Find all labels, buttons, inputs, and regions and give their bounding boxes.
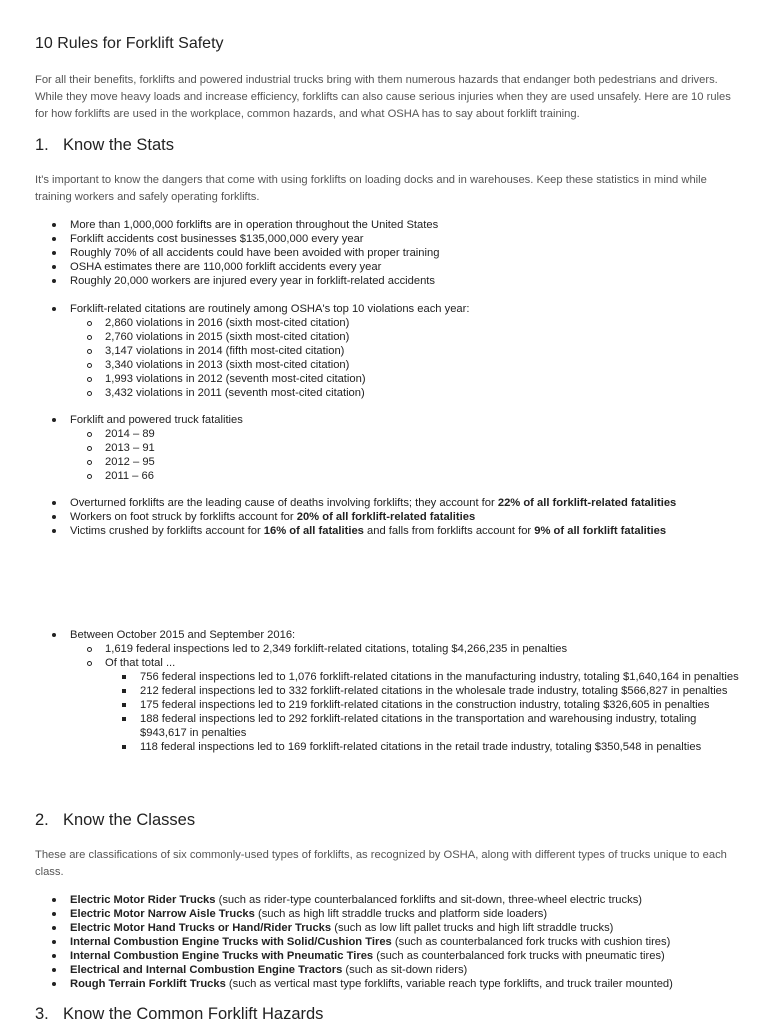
class-name: Electrical and Internal Combustion Engine Tractors [70,964,343,976]
list-item: Roughly 70% of all accidents could have been avoided with proper training [52,246,742,260]
cause-emphasis: 16% of all fatalities [263,525,364,537]
list-item [52,302,742,400]
list-item: 1,619 federal inspections led to 2,349 forklift-related citations, totaling $4,266,235 in penalties [87,642,742,656]
section-number: 3. [35,1005,49,1023]
section-1-paragraph: It's important to know the dangers that come with using forklifts on loading docks and in warehouses. Keep these statistics in mind while training workers and safely operating forklifts. [35,174,707,203]
fatalities-sublist [70,427,742,483]
class-desc: (such as low lift pallet trucks and high lift straddle trucks) [331,922,614,934]
citations-intro: Forklift-related citations are routinely among OSHA's top 10 violations each year: [70,303,470,315]
list-item [87,656,742,754]
page-title: 10 Rules for Forklift Safety [35,35,224,52]
class-desc: (such as vertical mast type forklifts, variable reach type forklifts, and truck trailer mounted) [225,978,673,990]
section-title: Know the Common Forklift Hazards [63,1005,324,1023]
cause-emphasis: 22% of all forklift-related fatalities [497,497,677,509]
cause-emphasis: 9% of all forklift fatalities [534,525,667,537]
list-item: 118 federal inspections led to 169 forklift-related citations in the retail trade industry, totaling $350,548 in penalties [122,740,742,754]
class-name: Electric Motor Hand Trucks or Hand/Rider Trucks [70,922,332,934]
list-item: 2014 – 89 [87,427,742,441]
list-item: More than 1,000,000 forklifts are in operation throughout the United States [52,218,742,232]
list-item [52,893,742,907]
list-item: 3,432 violations in 2011 (seventh most-cited citation) [87,386,742,400]
list-item: 212 federal inspections led to 332 forklift-related citations in the wholesale trade industry, totaling $566,827 in penalties [122,684,742,698]
list-item: 756 federal inspections led to 1,076 forklift-related citations in the manufacturing industry, totaling $1,640,164 in penalties [122,670,742,684]
list-item [52,935,742,949]
causes-list [52,496,742,538]
list-item [52,510,742,524]
stats-list [52,218,742,288]
list-item: 2,760 violations in 2015 (sixth most-cited citation) [87,330,742,344]
cause-text: and falls from forklifts account for [363,525,535,537]
list-item: 3,147 violations in 2014 (fifth most-cited citation) [87,344,742,358]
list-item: Forklift accidents cost businesses $135,000,000 every year [52,232,742,246]
class-desc: (such as rider-type counterbalanced forklifts and sit-down, three-wheel electric trucks) [215,894,643,906]
list-item [52,977,742,991]
class-desc: (such as sit-down riders) [342,964,468,976]
period-of-that: Of that total ... [105,657,176,669]
cause-text: Overturned forklifts are the leading cause of deaths involving forklifts; they account for [70,497,498,509]
list-item [52,921,742,935]
section-3-heading [35,1005,323,1024]
class-desc: (such as high lift straddle trucks and platform side loaders) [254,908,548,920]
intro-paragraph: For all their benefits, forklifts and powered industrial trucks bring with them numerous hazards that endanger both pedestrians and drivers. While they move heavy loads and increase efficiency, forklifts can also cause serious injuries when they are used unsafely. Here are 10 rules for how forklifts are used in the workplace, common hazards, and what OSHA has to say about forklift training. [35,74,731,120]
class-name: Electric Motor Rider Trucks [70,894,216,906]
cause-text: Workers on foot struck by forklifts account for [70,511,297,523]
classes-list [52,893,742,991]
class-name: Electric Motor Narrow Aisle Trucks [70,908,255,920]
fatalities-intro: Forklift and powered truck fatalities [70,414,243,426]
list-item: 188 federal inspections led to 292 forklift-related citations in the transportation and warehousing industry, totaling $943,617 in penalties [122,712,742,740]
cause-emphasis: 20% of all forklift-related fatalities [296,511,476,523]
class-desc: (such as counterbalanced fork trucks with cushion tires) [391,936,671,948]
section-1-heading [35,136,174,155]
list-item [52,496,742,510]
list-item: 1,993 violations in 2012 (seventh most-cited citation) [87,372,742,386]
list-item [52,524,742,538]
cause-text: Victims crushed by forklifts account for [70,525,264,537]
class-name: Internal Combustion Engine Trucks with Solid/Cushion Tires [70,936,392,948]
period-intro: Between October 2015 and September 2016: [70,629,296,641]
section-number: 2. [35,811,49,829]
list-item: Roughly 20,000 workers are injured every year in forklift-related accidents [52,274,742,288]
period-sublist [70,642,742,754]
list-item [52,907,742,921]
period-list [52,628,742,754]
class-desc: (such as counterbalanced fork trucks with pneumatic tires) [373,950,665,962]
class-name: Rough Terrain Forklift Trucks [70,978,226,990]
section-number: 1. [35,136,49,154]
class-name: Internal Combustion Engine Trucks with Pneumatic Tires [70,950,374,962]
list-item: 175 federal inspections led to 219 forklift-related citations in the construction industry, totaling $326,605 in penalties [122,698,742,712]
citations-list [52,302,742,400]
list-item: 2012 – 95 [87,455,742,469]
fatalities-list [52,413,742,483]
list-item: 2011 – 66 [87,469,742,483]
list-item [52,413,742,483]
list-item: 2013 – 91 [87,441,742,455]
citations-sublist [70,316,742,400]
section-2-paragraph: These are classifications of six commonly-used types of forklifts, as recognized by OSHA, along with different types of trucks unique to each class. [35,849,727,878]
list-item [52,628,742,754]
section-2-heading [35,811,195,830]
list-item: OSHA estimates there are 110,000 forklift accidents every year [52,260,742,274]
list-item: 2,860 violations in 2016 (sixth most-cited citation) [87,316,742,330]
list-item: 3,340 violations in 2013 (sixth most-cited citation) [87,358,742,372]
section-title: Know the Classes [63,811,196,829]
period-breakdown [105,670,742,754]
section-title: Know the Stats [63,136,174,154]
list-item [52,949,742,963]
list-item [52,963,742,977]
